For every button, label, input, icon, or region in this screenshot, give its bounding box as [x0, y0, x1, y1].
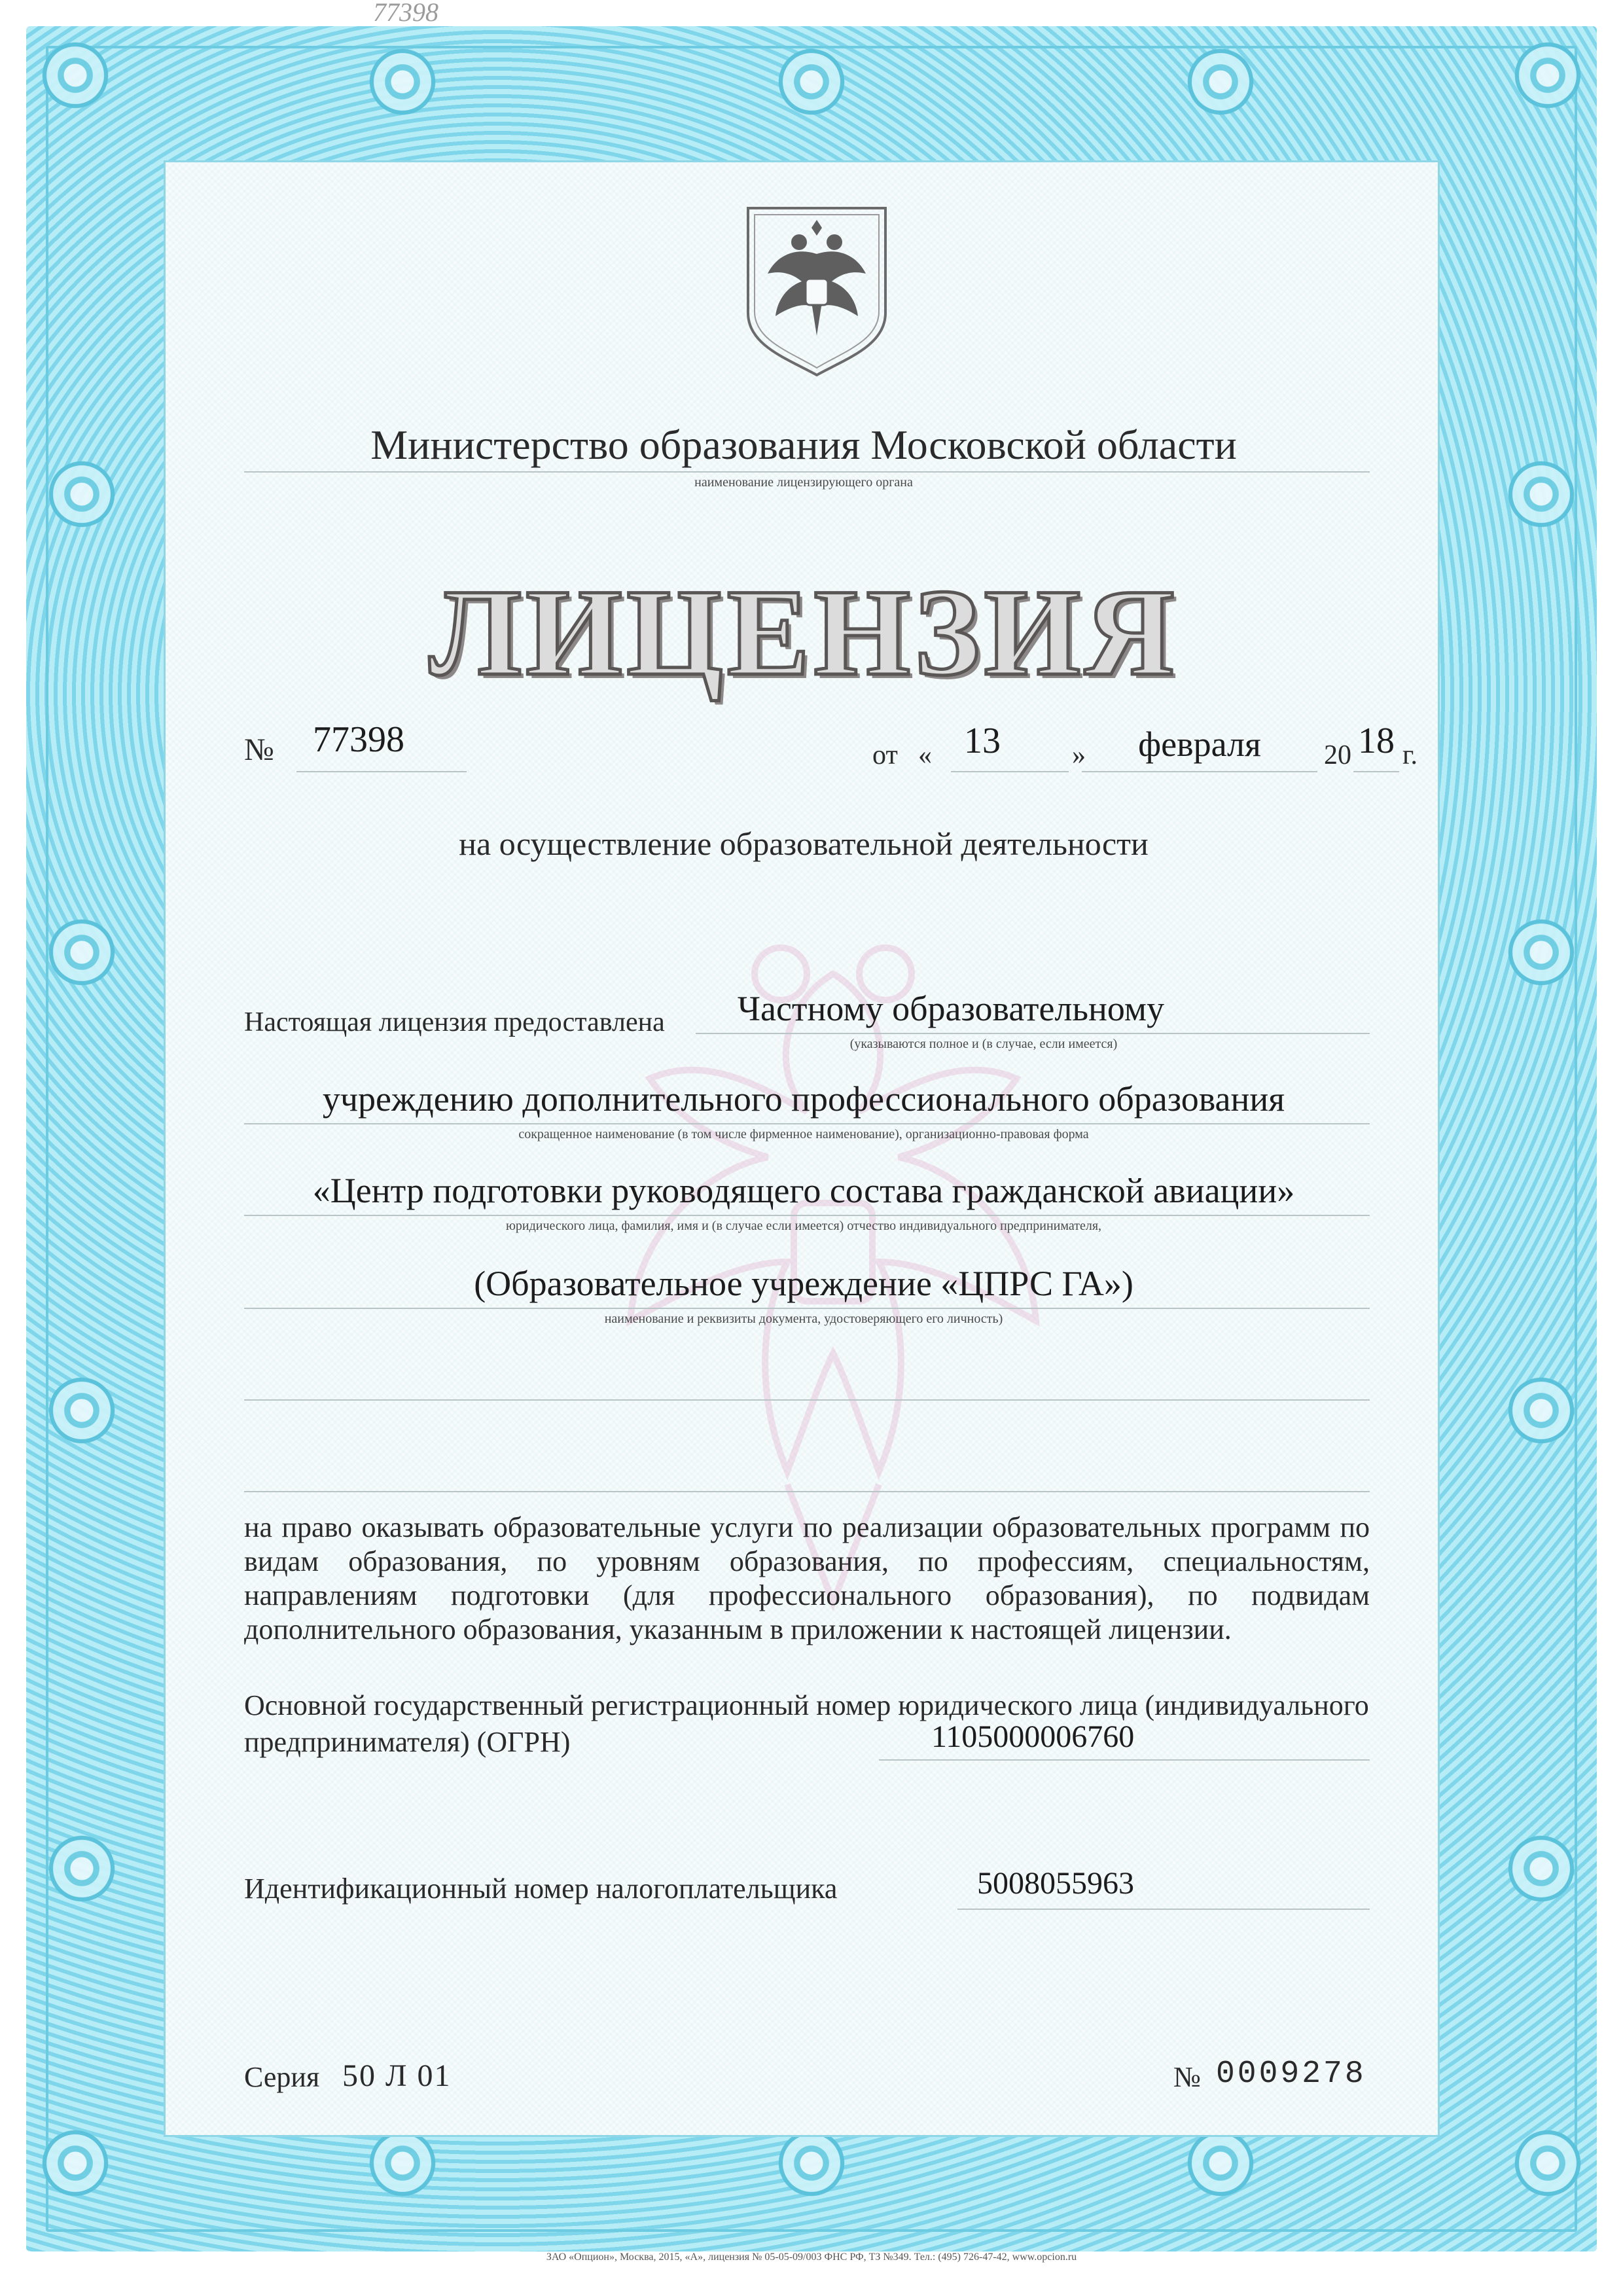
license-day: 13: [964, 721, 1001, 761]
underline: [879, 1759, 1370, 1761]
underline: [244, 471, 1370, 473]
series-value: 50 Л 01: [342, 2058, 452, 2093]
underline: [296, 771, 467, 772]
ornament-icon: [1505, 1374, 1577, 1446]
ogrn-label: Основной государственный регистрационный номер юридического лица (индивидуального предпринимателя) (ОГРН): [244, 1689, 1369, 1758]
grantee-caption-3: юридического лица, фамилия, имя и (в случае если имеется) отчество индивидуального предпринимателя,: [505, 1219, 1102, 1233]
year-prefix: 20: [1324, 740, 1351, 770]
ornament-icon: [1512, 2127, 1584, 2199]
ornament-icon: [776, 2127, 847, 2199]
ornament-icon: [46, 916, 118, 988]
ornament-icon: [1185, 2127, 1257, 2199]
grantee-name-line4: (Образовательное учреждение «ЦПРС ГА»): [474, 1264, 1133, 1303]
license-paper: [164, 160, 1440, 2137]
grantee-caption-1: (указываются полное и (в случае, если имеется): [849, 1037, 1118, 1051]
quote-close: »: [1072, 740, 1086, 770]
granted-label: Настоящая лицензия предоставлена: [244, 1007, 665, 1037]
licensing-authority-name: Министерство образования Московской области: [370, 422, 1237, 468]
ornament-icon: [1512, 39, 1584, 111]
license-number: 77398: [313, 719, 404, 760]
grantee-name-line2: учреждению дополнительного профессионального образования: [322, 1079, 1285, 1119]
ornament-icon: [46, 1833, 118, 1905]
ornament-icon: [776, 46, 847, 118]
underline: [1082, 771, 1317, 772]
underline: [951, 771, 1069, 772]
coat-of-arms-icon: [741, 202, 892, 378]
underline: [244, 1215, 1370, 1216]
blank-line: [244, 1491, 1370, 1492]
printer-imprint: ЗАО «Опцион», Москва, 2015, «А», лицензия № 05-05-09/003 ФНС РФ, ТЗ №349. Тел.: (495) 726-47-42, www.opcion.ru: [546, 2251, 1077, 2263]
ornament-icon: [1185, 46, 1257, 118]
ornament-icon: [366, 2127, 438, 2199]
license-number-sign: №: [244, 732, 274, 767]
blank-line: [244, 1399, 1370, 1401]
inn-value: 5008055963: [977, 1866, 1134, 1901]
ornament-icon: [1505, 916, 1577, 988]
rights-paragraph: на право оказывать образовательные услуги по реализации образовательных программ по видам образования, по уровням образования, по профессиям, специальностям, направлениям подготовки (для профессионального образования), по подвидам дополнительного образования, указанным в приложении к настоящей лицензии.: [244, 1511, 1370, 1645]
ornament-icon: [39, 39, 111, 111]
date-prefix: от: [872, 740, 898, 770]
ornament-icon: [39, 2127, 111, 2199]
handwritten-note: 77398: [373, 0, 438, 27]
quote-open: «: [918, 740, 932, 770]
ornament-icon: [1505, 458, 1577, 530]
ogrn-value: 1105000006760: [931, 1719, 1135, 1754]
ornament-icon: [46, 1374, 118, 1446]
underline: [696, 1033, 1370, 1034]
inn-label: Идентификационный номер налогоплательщика: [244, 1873, 838, 1905]
form-number-value: 0009278: [1216, 2056, 1366, 2092]
ornament-icon: [1505, 1833, 1577, 1905]
underline: [957, 1909, 1370, 1910]
grantee-caption-4: наименование и реквизиты документа, удостоверяющего его личность): [604, 1312, 1003, 1326]
underline: [244, 1123, 1370, 1124]
grantee-name-line3: «Центр подготовки руководящего состава гражданской авиации»: [312, 1171, 1295, 1210]
license-month: февраля: [1138, 725, 1261, 764]
form-number-sign: №: [1173, 2061, 1201, 2093]
activity-description: на осуществление образовательной деятельности: [459, 825, 1149, 862]
underline: [1353, 771, 1399, 772]
grantee-name-line1: Частному образовательному: [737, 989, 1165, 1028]
ornament-icon: [46, 458, 118, 530]
grantee-caption-2: сокращенное наименование (в том числе фирменное наименование), организационно-правовая форма: [518, 1127, 1089, 1141]
series-label: Серия: [244, 2061, 320, 2093]
license-year-suffix: 18: [1358, 721, 1395, 761]
ornament-icon: [366, 46, 438, 118]
authority-caption: наименование лицензирующего органа: [694, 475, 913, 490]
document-title: ЛИЦЕНЗИЯ: [429, 564, 1179, 702]
year-unit: г.: [1402, 740, 1418, 770]
underline: [244, 1308, 1370, 1309]
